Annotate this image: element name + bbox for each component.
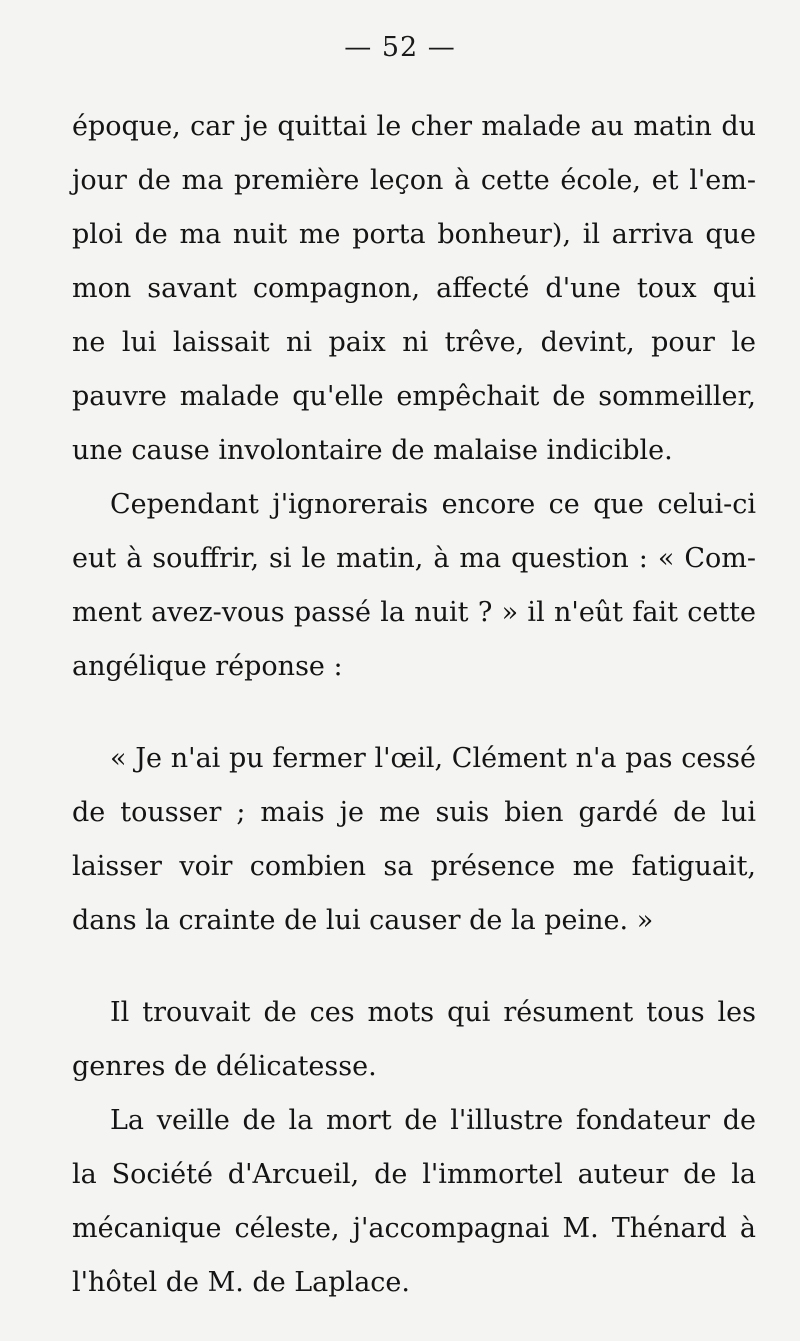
paragraph xyxy=(72,1094,756,1310)
text-line: mon savant compagnon, affecté d'une toux qui xyxy=(72,273,756,304)
text-line: jour de ma première leçon à cette école, et l'em- xyxy=(72,165,756,196)
paragraph xyxy=(72,100,756,478)
page-body-text xyxy=(72,100,756,1310)
text-line: « Je n'ai pu fermer l'œil, Clément n'a pas cessé xyxy=(110,743,756,774)
text-line: Cependant j'ignorerais encore ce que celui-ci xyxy=(110,489,756,520)
text-line: de tousser ; mais je me suis bien gardé de lui xyxy=(72,797,756,828)
text-line: une cause involontaire de malaise indicible. xyxy=(72,435,673,466)
text-line: laisser voir combien sa présence me fatiguait, xyxy=(72,851,756,882)
text-line: mécanique céleste, j'accompagnai M. Thénard à xyxy=(72,1213,756,1244)
text-line: dans la crainte de lui causer de la peine. » xyxy=(72,905,654,936)
text-line: pauvre malade qu'elle empêchait de sommeiller, xyxy=(72,381,756,412)
text-line: l'hôtel de M. de Laplace. xyxy=(72,1267,410,1298)
text-line: ploi de ma nuit me porta bonheur), il arriva que xyxy=(72,219,756,250)
text-line: La veille de la mort de l'illustre fondateur de xyxy=(110,1105,756,1136)
text-line: la Société d'Arcueil, de l'immortel auteur de la xyxy=(72,1159,756,1190)
text-line: ne lui laissait ni paix ni trêve, devint, pour le xyxy=(72,327,756,358)
blank-space xyxy=(72,694,756,732)
text-line: Il trouvait de ces mots qui résument tous les xyxy=(110,997,756,1028)
page-number: — 52 — xyxy=(344,32,456,63)
text-line: ment avez-vous passé la nuit ? » il n'eût fait cette xyxy=(72,597,756,628)
paragraph xyxy=(72,986,756,1094)
text-line: genres de délicatesse. xyxy=(72,1051,377,1082)
text-line: angélique réponse : xyxy=(72,651,343,682)
text-line: époque, car je quittai le cher malade au matin du xyxy=(72,111,756,142)
text-line: eut à souffrir, si le matin, à ma question : « Com- xyxy=(72,543,756,574)
blank-space xyxy=(72,948,756,986)
paragraph xyxy=(72,478,756,694)
quoted-paragraph xyxy=(72,732,756,948)
